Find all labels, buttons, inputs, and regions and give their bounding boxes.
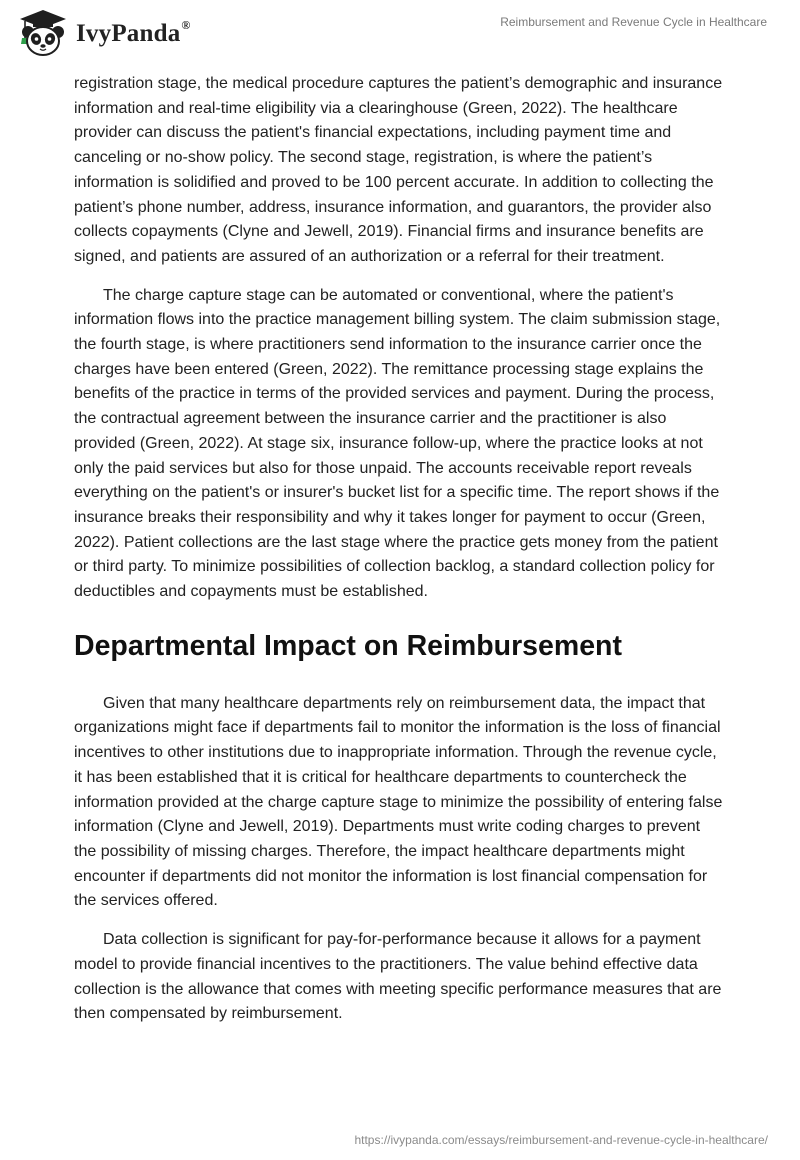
essay-content: [74, 72, 724, 1027]
paragraph-data-collection: Data collection is significant for pay-for-performance because it allows for a payment model to provide financial incentives to the practitioners. The value behind effective data collection is the allowance that comes with meeting specific performance measures that are then compensated by reimbursement.: [74, 931, 722, 1023]
source-url[interactable]: https://ivypanda.com/essays/reimbursement-and-revenue-cycle-in-healthcare/: [354, 1133, 768, 1147]
page-header: [0, 0, 800, 70]
paragraph-departmental-impact: Given that many healthcare departments rely on reimbursement data, the impact that organizations might face if departments fail to monitor the information is the loss of financial incentives to other institutions due to inappropriate information. Through the revenue cycle, it has been established that it is critical for healthcare departments to countercheck the information provided at the charge capture stage to minimize the possibility of entering false information (Clyne and Jewell, 2019). Departments must write coding charges to prevent the possibility of missing charges. Therefore, the impact healthcare departments might encounter if departments did not monitor the information is lost financial compensation for the services offered.: [74, 694, 723, 910]
document-title: Reimbursement and Revenue Cycle in Healthcare: [500, 15, 767, 29]
registered-mark: ®: [181, 17, 191, 32]
logo-wordmark: IvyPanda®: [76, 17, 191, 47]
paragraph-charge-capture: The charge capture stage can be automated or conventional, where the patient's information flows into the practice management billing system. The claim submission stage, the fourth stage, is where practitioners send information to the insurance carrier once the charges have been entered (Green, 2022). The remittance processing stage explains the benefits of the practice in terms of the provided services and payment. During the process, the contractual agreement between the insurance carrier and the practitioner is also provided (Green, 2022). At stage six, insurance follow-up, where the practice looks at not only the paid services but also for those unpaid. The accounts receivable report reveals everything on the patient's or insurer's bucket list for a specific time. The report shows if the insurance breaks their responsibility and why it takes longer for payment to occur (Green, 2022). Patient collections are the last stage where the practice gets money from the patient or third party. To minimize possibilities of collection backlog, a standard collection policy for deductibles and copayments must be established.: [74, 286, 721, 601]
paragraph-registration-stage: registration stage, the medical procedure captures the patient’s demographic and insurance information and real-time eligibility via a clearinghouse (Green, 2022). The healthcare provider can discuss the patient's financial expectations, including payment time and canceling or no-show policy. The second stage, registration, is where the patient’s information is solidified and proved to be 100 percent accurate. In addition to collecting the patient’s phone number, address, insurance information, and guarantors, the provider also collects copayments (Clyne and Jewell, 2019). Financial firms and insurance benefits are signed, and patients are assured of an authorization or a referral for their treatment.: [74, 75, 723, 265]
section-heading: Departmental Impact on Reimbursement: [74, 629, 622, 662]
panda-graduate-icon: [14, 8, 72, 58]
ivypanda-logo[interactable]: [14, 8, 191, 58]
